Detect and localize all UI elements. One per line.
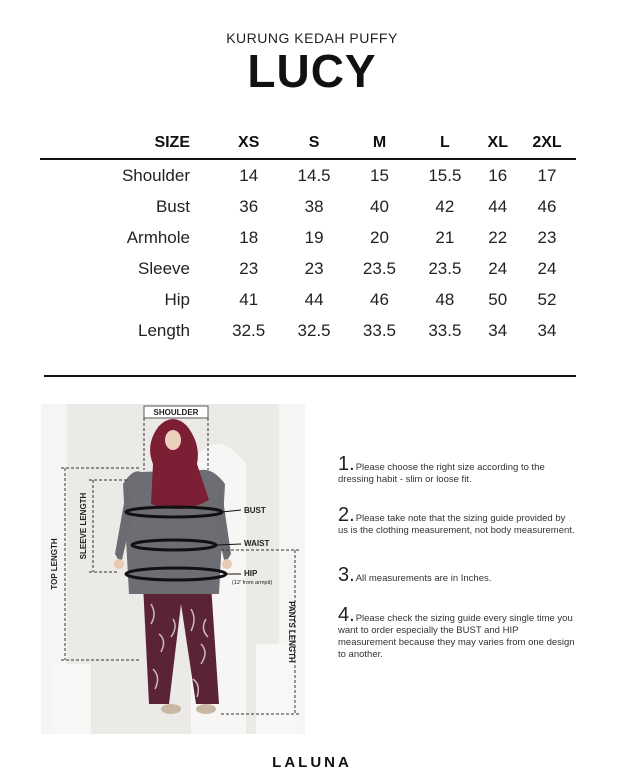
size-header: M	[372, 134, 387, 151]
top-length-label: TOP LENGTH	[50, 538, 59, 590]
size-header: 2XL	[532, 134, 562, 151]
bust-label: BUST	[244, 506, 266, 515]
measurement-value: 34	[488, 320, 508, 340]
measurement-value: 16	[488, 165, 508, 185]
measurement-value: 33.5	[428, 320, 462, 340]
measurement-value: 44	[488, 196, 508, 216]
size-header: S	[308, 134, 320, 151]
measurement-value: 23	[239, 258, 259, 278]
hip-note: (12' from armpit)	[232, 580, 273, 586]
measurement-value: 18	[239, 227, 259, 247]
table-row	[40, 253, 576, 284]
measurement-value: 14	[239, 165, 259, 185]
measurement-label: Armhole	[126, 227, 190, 247]
measurement-label: Bust	[155, 196, 190, 216]
note-text: Please check the sizing guide every single time you want to order especially the BUST and HIP measurement because they may varies from one design to another.	[338, 613, 575, 660]
note-number: 4.	[338, 604, 355, 626]
note-text: Please take note that the sizing guide provided by us is the clothing measurement, not body measurement.	[338, 513, 575, 536]
section-divider	[44, 375, 576, 377]
measurement-label: Hip	[164, 289, 190, 309]
measurement-value: 23	[304, 258, 324, 278]
measurement-value: 41	[239, 289, 259, 309]
sleeve-length-label: SLEEVE LENGTH	[79, 492, 88, 560]
measurement-value: 34	[537, 320, 557, 340]
table-row	[40, 191, 576, 222]
measurement-value: 23.5	[362, 258, 397, 278]
measurement-value: 52	[537, 289, 557, 309]
measurement-value: 17	[537, 165, 557, 185]
note-text: Please choose the right size according to the dressing habit - slim or loose fit.	[338, 462, 545, 485]
measurement-value: 36	[239, 196, 259, 216]
measurement-value: 44	[304, 289, 324, 309]
measurement-value: 42	[435, 196, 455, 216]
measurement-value: 15	[370, 165, 389, 185]
waist-label: WAIST	[244, 539, 270, 548]
note-item	[338, 504, 578, 537]
product-title: LUCY	[247, 45, 377, 97]
table-row	[40, 284, 576, 315]
measurement-value: 50	[488, 289, 508, 309]
note-number: 2.	[338, 504, 355, 526]
shoulder-label: SHOULDER	[153, 408, 199, 417]
measurement-value: 22	[488, 227, 508, 247]
size-header-row	[40, 128, 576, 159]
measurement-value: 21	[435, 227, 455, 247]
measurement-value: 19	[304, 227, 324, 247]
model-measurement-illustration	[41, 404, 305, 734]
note-number: 1.	[338, 453, 355, 475]
measurement-value: 15.5	[428, 165, 462, 185]
measurement-value: 24	[488, 258, 508, 278]
measurement-value: 23.5	[428, 258, 462, 278]
note-text: All measurements are in Inches.	[355, 573, 492, 584]
note-number: 3.	[338, 564, 355, 586]
measurement-label: Length	[138, 320, 190, 340]
measurement-value: 46	[370, 289, 389, 309]
note-item	[338, 564, 578, 586]
measurement-label: Sleeve	[138, 258, 190, 278]
table-row	[40, 159, 576, 191]
measurement-value: 32.5	[232, 320, 266, 340]
size-chart-table	[40, 128, 576, 346]
measurement-value: 14.5	[297, 165, 331, 185]
brand-logo-text: LALUNA	[272, 754, 352, 771]
measurement-diagram	[41, 404, 305, 734]
measurement-value: 20	[370, 227, 389, 247]
measurement-value: 24	[537, 258, 557, 278]
measurement-value: 33.5	[362, 320, 397, 340]
measurement-value: 40	[370, 196, 389, 216]
table-row	[40, 222, 576, 253]
size-header: L	[439, 134, 450, 151]
hip-label: HIP	[244, 569, 258, 578]
measurement-value: 38	[304, 196, 324, 216]
pants-length-label: PANTS LENGTH	[287, 601, 296, 663]
measurement-value: 46	[537, 196, 557, 216]
table-row	[40, 315, 576, 346]
measurement-value: 23	[537, 227, 557, 247]
note-item	[338, 604, 578, 661]
size-header-label: SIZE	[154, 134, 190, 151]
measurement-value: 48	[435, 289, 455, 309]
measurement-value: 32.5	[297, 320, 331, 340]
note-item	[338, 453, 578, 486]
product-subtitle: KURUNG KEDAH PUFFY	[226, 30, 398, 46]
measurement-label: Shoulder	[121, 165, 190, 185]
size-header: XL	[487, 134, 508, 151]
size-header: XS	[238, 134, 260, 151]
